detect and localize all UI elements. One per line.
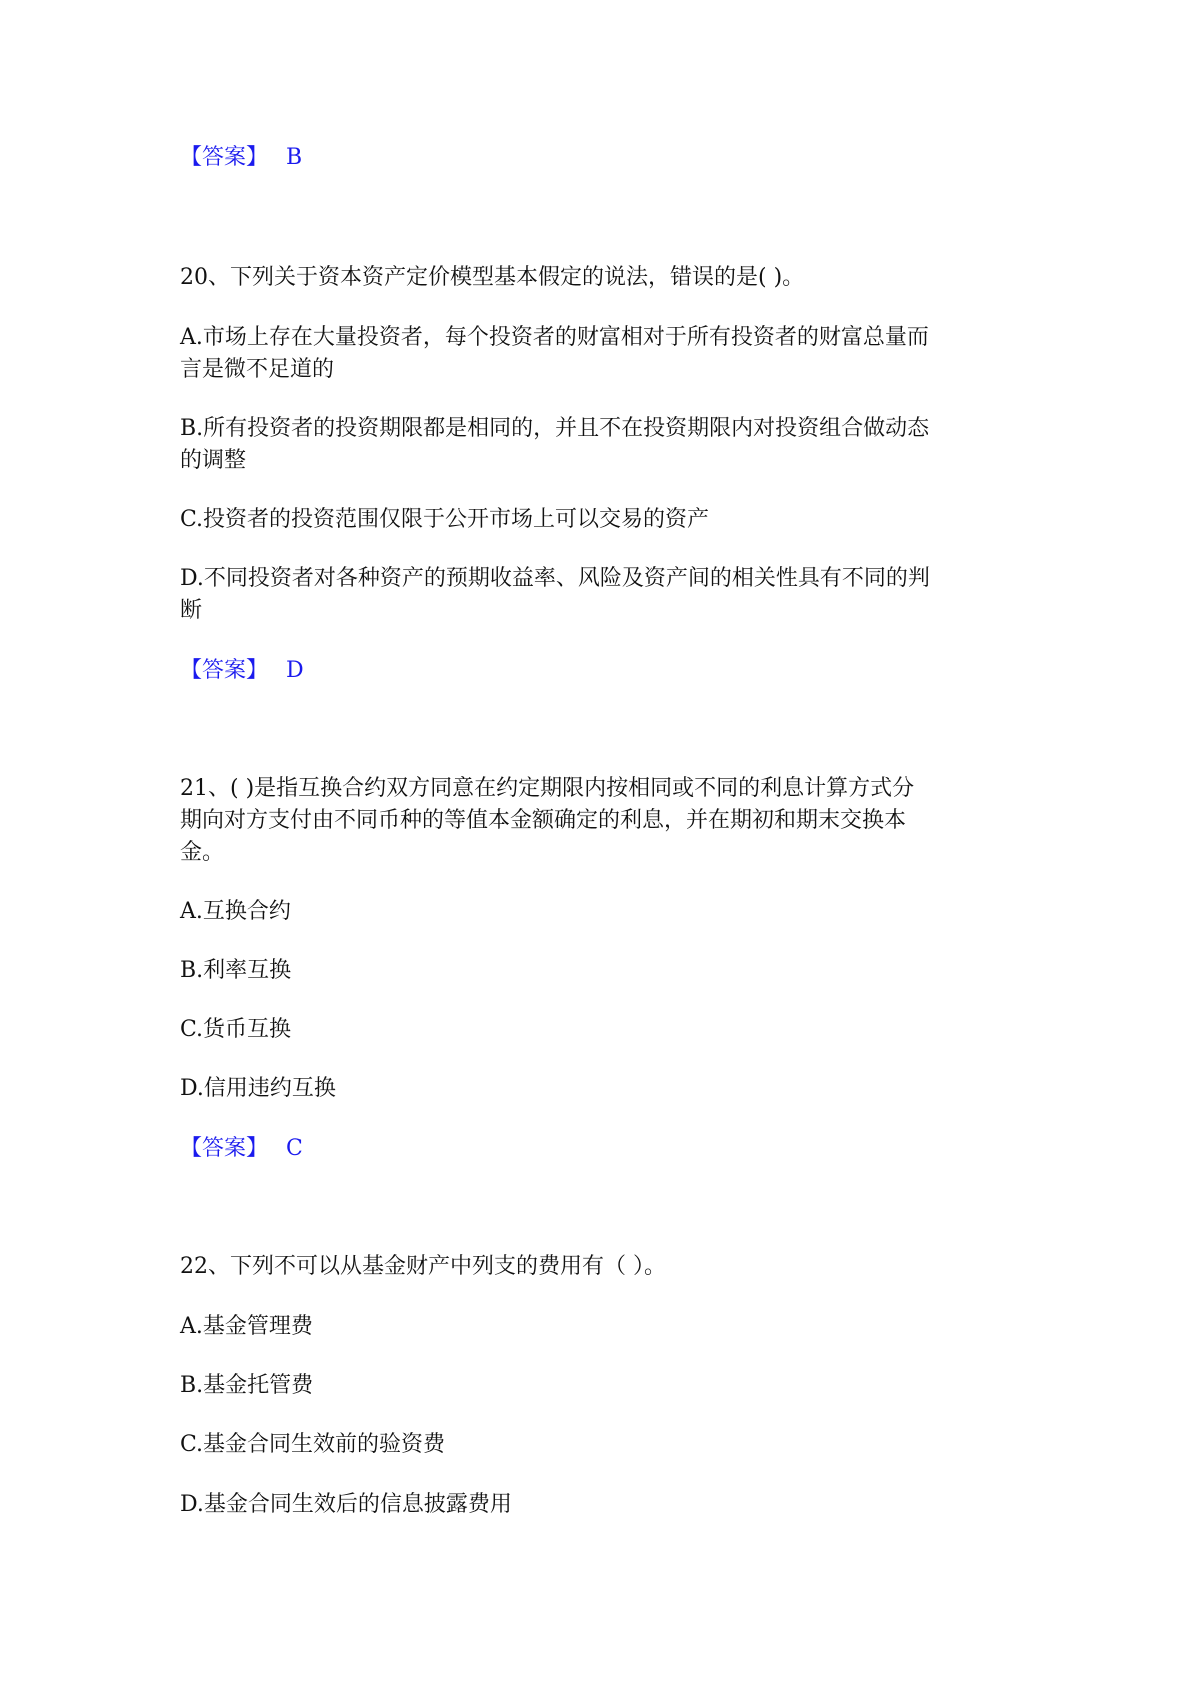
answer-label: 【答案】 (180, 658, 269, 683)
q20-option-c: C.投资者的投资范围仅限于公开市场上可以交易的资产 (180, 507, 710, 532)
q21-option-a: A.互换合约 (180, 899, 291, 924)
q21-option-c: C.货币互换 (180, 1017, 292, 1042)
answer-q21 (180, 1133, 1020, 1165)
q22-option-b: B.基金托管费 (180, 1373, 314, 1398)
question-21-stem-line3: 金。 (180, 840, 225, 865)
q21-option-d: D.信用违约互换 (180, 1076, 336, 1101)
answer-value: B (286, 145, 303, 170)
answer-value: D (286, 658, 304, 683)
answer-q19 (180, 142, 1020, 174)
question-21-stem-line1: 21、( )是指互换合约双方同意在约定期限内按相同或不同的利息计算方式分 (180, 776, 915, 801)
answer-label: 【答案】 (180, 1136, 269, 1161)
question-22-stem: 22、下列不可以从基金财产中列支的费用有（ ）。 (180, 1254, 666, 1279)
question-21-stem-line2: 期向对方支付由不同币种的等值本金额确定的利息，并在期初和期末交换本 (180, 808, 907, 833)
q20-option-d-line1: D.不同投资者对各种资产的预期收益率、风险及资产间的相关性具有不同的判 (180, 566, 930, 591)
q20-option-a-line1: A.市场上存在大量投资者，每个投资者的财富相对于所有投资者的财富总量而 (180, 325, 929, 350)
q20-option-d-line2: 断 (180, 598, 203, 623)
q22-option-a: A.基金管理费 (180, 1314, 313, 1339)
q21-option-b: B.利率互换 (180, 958, 292, 983)
q20-option-b-line2: 的调整 (180, 448, 247, 473)
q22-option-c: C.基金合同生效前的验资费 (180, 1432, 446, 1457)
answer-value: C (286, 1136, 303, 1161)
q20-option-b-line1: B.所有投资者的投资期限都是相同的，并且不在投资期限内对投资组合做动态 (180, 416, 930, 441)
answer-q20 (180, 655, 1020, 687)
q20-option-a-line2: 言是微不足道的 (180, 357, 335, 382)
q22-option-d: D.基金合同生效后的信息披露费用 (180, 1492, 512, 1517)
answer-label: 【答案】 (180, 145, 269, 170)
question-20-stem: 20、下列关于资本资产定价模型基本假定的说法，错误的是( )。 (180, 265, 805, 290)
